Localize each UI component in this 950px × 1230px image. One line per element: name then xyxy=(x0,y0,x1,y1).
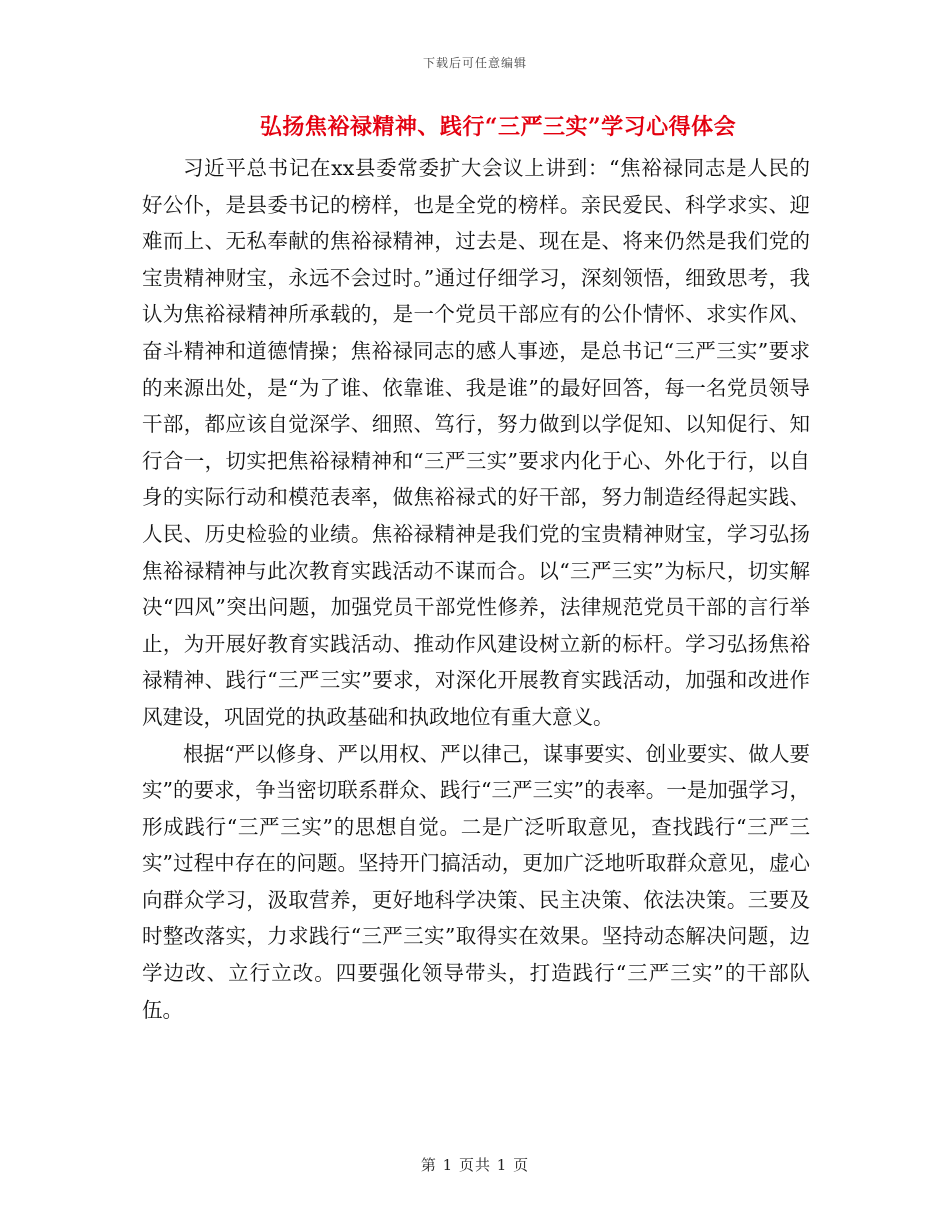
document-title: 弘扬焦裕禄精神、践行“三严三实”学习心得体会 xyxy=(259,114,737,140)
document-body xyxy=(142,150,810,1028)
paragraph-1: 习近平总书记在xx县委常委扩大会议上讲到：“焦裕禄同志是人民的好公仆，是县委书记的榜样，也是全党的榜样。亲民爱民、科学求实、迎难而上、无私奉献的焦裕禄精神，过去是、现在是、将来仍然是我们党的宝贵精神财宝，永远不会过时。”通过仔细学习，深刻领悟，细致思考，我认为焦裕禄精神所承载的，是一个党员干部应有的公仆情怀、求实作风、奋斗精神和道德情操；焦裕禄同志的感人事迹，是总书记“三严三实”要求的来源出处，是“为了谁、依靠谁、我是谁”的最好回答，每一名党员领导干部，都应该自觉深学、细照、笃行，努力做到以学促知、以知促行、知行合一，切实把焦裕禄精神和“三严三实”要求内化于心、外化于行，以自身的实际行动和模范表率，做焦裕禄式的好干部，努力制造经得起实践、人民、历史检验的业绩。焦裕禄精神是我们党的宝贵精神财宝，学习弘扬焦裕禄精神与此次教育实践活动不谋而合。以“三严三实”为标尺，切实解决“四风”突出问题，加强党员干部党性修养，法律规范党员干部的言行举止，为开展好教育实践活动、推动作风建设树立新的标杆。学习弘扬焦裕禄精神、践行“三严三实”要求，对深化开展教育实践活动，加强和改进作风建设，巩固党的执政基础和执政地位有重大意义。 xyxy=(142,156,810,729)
paragraph-2: 根据“严以修身、严以用权、严以律己，谋事要实、创业要实、做人要实”的要求，争当密切联系群众、践行“三严三实”的表率。一是加强学习，形成践行“三严三实”的思想自觉。二是广泛听取意见，查找践行“三严三实”过程中存在的问题。坚持开门搞活动，更加广泛地听取群众意见，虚心向群众学习，汲取营养，更好地科学决策、民主决策、依法决策。三要及时整改落实，力求践行“三严三实”取得实在效果。坚持动态解决问题，边学边改、立行立改。四要强化领导带头，打造践行“三严三实”的干部队伍。 xyxy=(142,741,810,1022)
page-number: 第 1 页共 1 页 xyxy=(420,1156,530,1174)
header-note: 下载后可任意编辑 xyxy=(422,56,527,70)
